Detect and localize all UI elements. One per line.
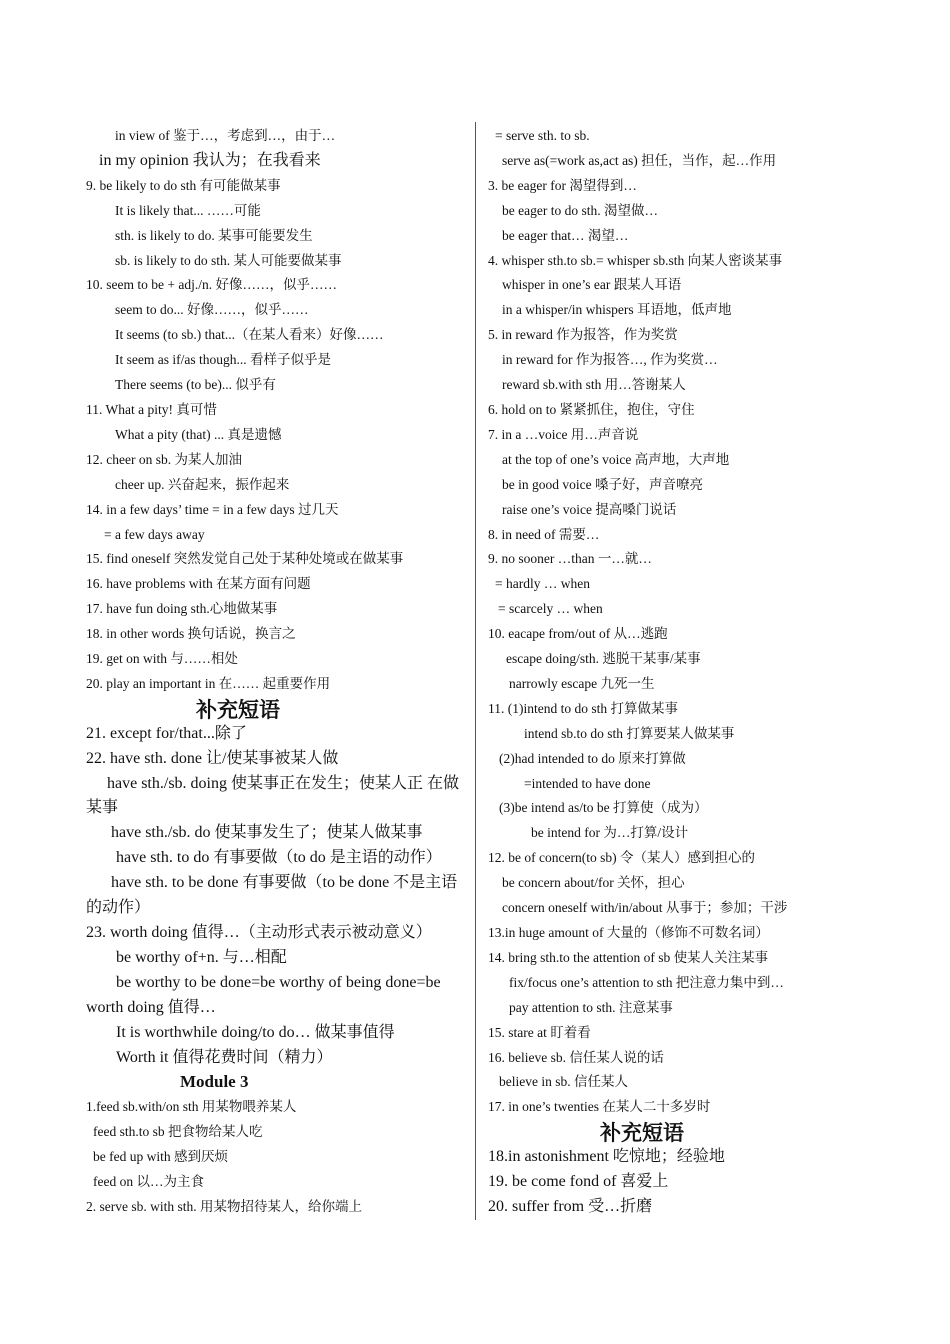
left-line: be worthy of+n. 与…相配 (116, 948, 287, 966)
left-line: sb. is likely to do sth. 某人可能要做某事 (115, 252, 342, 268)
right-line: 20. suffer from 受…折磨 (488, 1197, 653, 1215)
right-line: = serve sth. to sb. (495, 128, 590, 143)
right-line: 7. in a …voice 用…声音说 (488, 426, 639, 442)
right-line: be concern about/for 关怀，担心 (502, 875, 685, 891)
right-line: fix/focus one’s attention to sth 把注意力集中到… (509, 974, 784, 990)
column-divider (475, 122, 476, 1220)
left-line: in my opinion 我认为；在我看来 (99, 151, 321, 169)
left-line: 12. cheer on sb. 为某人加油 (86, 451, 242, 467)
left-line: have sth./sb. do 使某事发生了；使某人做某事 (111, 824, 423, 842)
right-line: 15. stare at 盯着看 (488, 1024, 591, 1040)
left-line: 18. in other words 换句话说，换言之 (86, 626, 296, 642)
left-line: It is likely that... ……可能 (115, 202, 261, 218)
right-line: reward sb.with sth 用…答谢某人 (502, 377, 686, 393)
left-line: 14. in a few days’ time = in a few days 过几天 (86, 501, 339, 517)
left-line: 11. What a pity! 真可惜 (86, 401, 217, 417)
right-line: 8. in need of 需要… (488, 526, 600, 542)
left-line: = a few days away (104, 526, 205, 542)
left-line: have sth./sb. doing 使某事正在发生；使某人正 在做某事 (86, 774, 459, 817)
left-line: be worthy to be done=be worthy of being done=be worth doing 值得… (86, 973, 441, 1016)
right-line: be eager that… 渴望… (502, 227, 629, 243)
right-line: be in good voice 嗓子好，声音嘹亮 (502, 476, 703, 492)
right-line: 9. no sooner …than 一…就… (488, 551, 652, 567)
right-line: =intended to have done (524, 775, 651, 791)
right-line: 3. be eager for 渴望得到… (488, 177, 637, 193)
right-line: = scarcely … when (498, 601, 603, 617)
right-line: 6. hold on to 紧紧抓住，抱住，守住 (488, 401, 695, 417)
left-line: 22. have sth. done 让/使某事被某人做 (86, 749, 339, 767)
right-line: concern oneself with/in/about 从事于；参加；干涉 (502, 900, 788, 916)
right-line: 补充短语 (600, 1121, 684, 1146)
right-line: 12. be of concern(to sb) 令（某人）感到担心的 (488, 850, 755, 866)
left-line: What a pity (that) ... 真是遗憾 (115, 426, 282, 442)
left-line: There seems (to be)... 似乎有 (115, 377, 276, 393)
right-line: in a whisper/in whispers 耳语地，低声地 (502, 302, 732, 318)
left-line: 10. seem to be + adj./n. 好像……，似乎…… (86, 277, 337, 293)
right-line: (3)be intend as/to be 打算使（成为） (499, 800, 708, 816)
left-line: seem to do... 好像……，似乎…… (115, 302, 309, 318)
right-line: = hardly … when (495, 576, 590, 592)
left-line: have sth. to be done 有事要做（to be done 不是主语的动作） (86, 874, 458, 917)
right-line: in reward for 作为报答…, 作为奖赏… (502, 352, 718, 368)
left-line: 21. except for/that...除了 (86, 724, 247, 742)
right-line: be eager to do sth. 渴望做… (502, 202, 658, 218)
right-line: 14. bring sth.to the attention of sb 使某人关注某事 (488, 949, 769, 965)
right-line: whisper in one’s ear 跟某人耳语 (502, 277, 682, 293)
left-line: It seem as if/as though... 看样子似乎是 (115, 352, 331, 368)
right-line: 19. be come fond of 喜爱上 (488, 1173, 669, 1191)
left-line: cheer up. 兴奋起来，振作起来 (115, 476, 290, 492)
left-line: 17. have fun doing sth.心地做某事 (86, 601, 278, 617)
right-line: 18.in astonishment 吃惊地；经验地 (488, 1148, 725, 1166)
right-line: intend sb.to do sth 打算要某人做某事 (524, 725, 735, 741)
left-line: have sth. to do 有事要做（to do 是主语的动作） (116, 849, 442, 867)
left-line: be fed up with 感到厌烦 (93, 1149, 228, 1165)
right-line: pay attention to sth. 注意某事 (509, 999, 673, 1015)
left-line: Module 3 (180, 1072, 249, 1092)
left-line: 16. have problems with 在某方面有问题 (86, 576, 311, 592)
left-line: 23. worth doing 值得…（主动形式表示被动意义） (86, 923, 432, 941)
right-line: 11. (1)intend to do sth 打算做某事 (488, 700, 678, 716)
left-line: It seems (to sb.) that...（在某人看来）好像…… (115, 327, 384, 343)
left-line: in view of 鉴于…，考虑到…，由于… (115, 128, 336, 143)
right-line: 10. eacape from/out of 从…逃跑 (488, 626, 668, 642)
left-line: 补充短语 (196, 697, 280, 722)
left-line: 20. play an important in 在…… 起重要作用 (86, 675, 331, 691)
right-line: 5. in reward 作为报答，作为奖赏 (488, 327, 678, 343)
left-line: feed on 以…为主食 (93, 1174, 204, 1190)
right-line: (2)had intended to do 原来打算做 (499, 750, 686, 766)
right-column (488, 124, 888, 1220)
left-line: 2. serve sb. with sth. 用某物招待某人，给你端上 (86, 1198, 362, 1214)
right-line: serve as(=work as,act as) 担任，当作，起…作用 (502, 152, 777, 168)
right-line: narrowly escape 九死一生 (509, 675, 655, 691)
left-line: sth. is likely to do. 某事可能要发生 (115, 227, 313, 243)
left-line: Worth it 值得花费时间（精力） (116, 1048, 333, 1066)
right-line: raise one’s voice 提高嗓门说话 (502, 501, 677, 517)
right-line: be intend for 为…打算/设计 (531, 825, 689, 841)
left-line: 1.feed sb.with/on sth 用某物喂养某人 (86, 1099, 297, 1115)
left-line: It is worthwhile doing/to do… 做某事值得 (116, 1023, 395, 1041)
right-line: at the top of one’s voice 高声地，大声地 (502, 451, 730, 467)
right-line: 16. believe sb. 信任某人说的话 (488, 1049, 664, 1065)
right-line: 4. whisper sth.to sb.= whisper sb.sth 向某人密谈某事 (488, 252, 783, 268)
left-line: feed sth.to sb 把食物给某人吃 (93, 1124, 263, 1140)
left-line: 15. find oneself 突然发觉自己处于某种处境或在做某事 (86, 551, 404, 567)
right-line: 13.in huge amount of 大量的（修饰不可数名词） (488, 925, 769, 940)
left-column (86, 124, 466, 1220)
left-line: 9. be likely to do sth 有可能做某事 (86, 177, 281, 193)
right-line: escape doing/sth. 逃脱干某事/某事 (506, 651, 701, 667)
left-line: 19. get on with 与……相处 (86, 651, 238, 667)
right-line: believe in sb. 信任某人 (499, 1074, 628, 1090)
right-line: 17. in one’s twenties 在某人二十多岁时 (488, 1099, 711, 1115)
